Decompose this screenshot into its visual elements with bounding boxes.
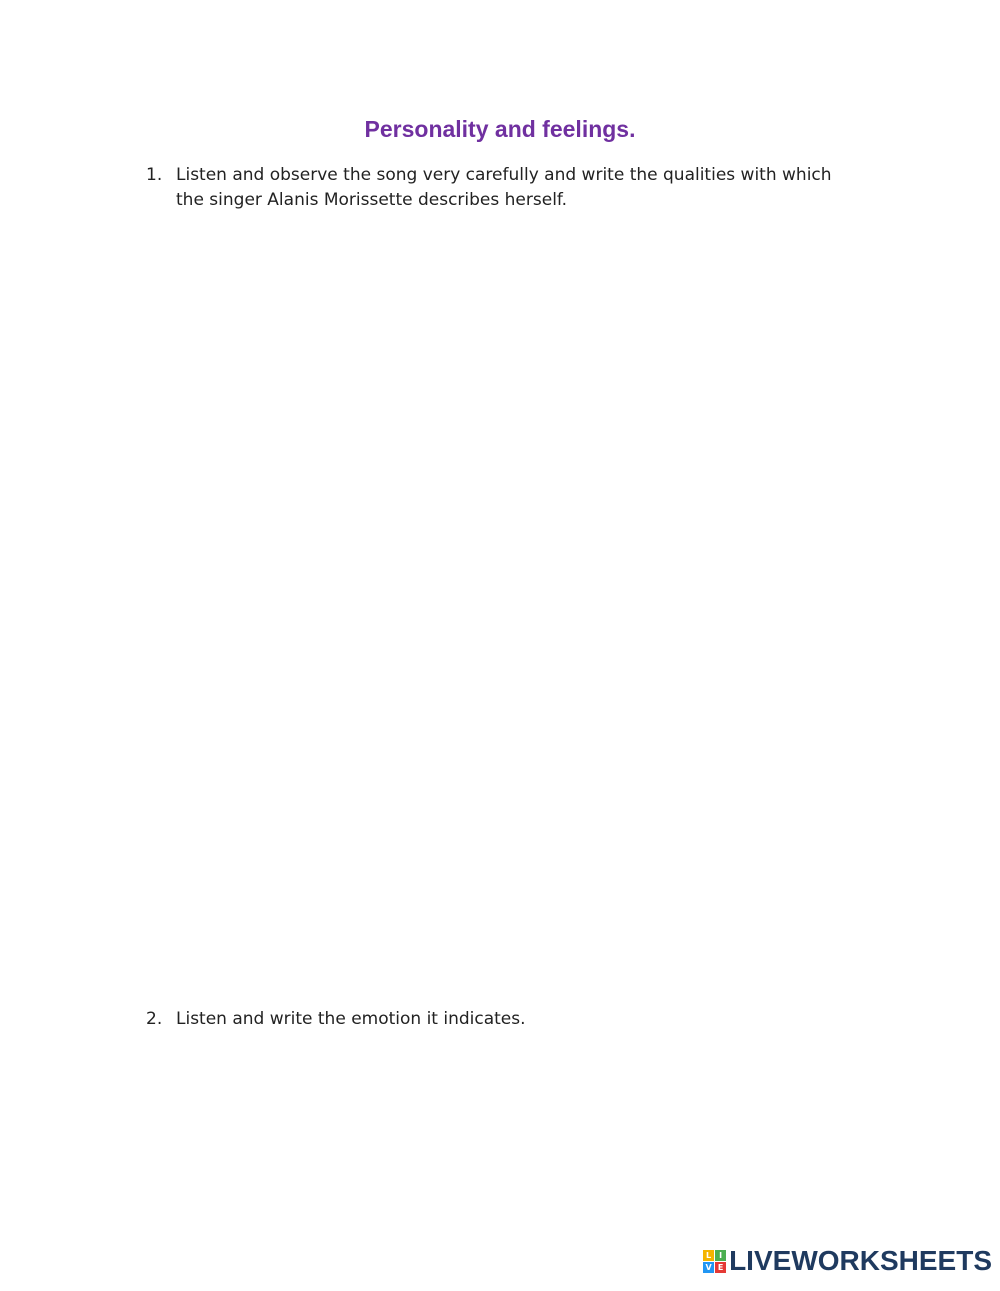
logo-block-e: E [715,1262,726,1273]
logo-block-l: L [703,1250,714,1261]
logo-block-v: V [703,1262,714,1273]
logo-text: LIVEWORKSHEETS [729,1245,992,1276]
logo-icon [703,1250,726,1273]
page-title: Personality and feelings. [364,116,636,142]
logo-block-i: I [715,1250,726,1261]
question-number: 2. [146,1009,163,1029]
question-number: 1. [146,165,163,185]
question-1 [146,163,846,213]
question-text: Listen and write the emotion it indicates. [176,1009,526,1029]
liveworksheets-logo [703,1247,992,1275]
question-text: Listen and observe the song very carefully and write the qualities with which the singer Alanis Morissette describes herself. [176,165,832,210]
question-2 [146,1007,846,1032]
